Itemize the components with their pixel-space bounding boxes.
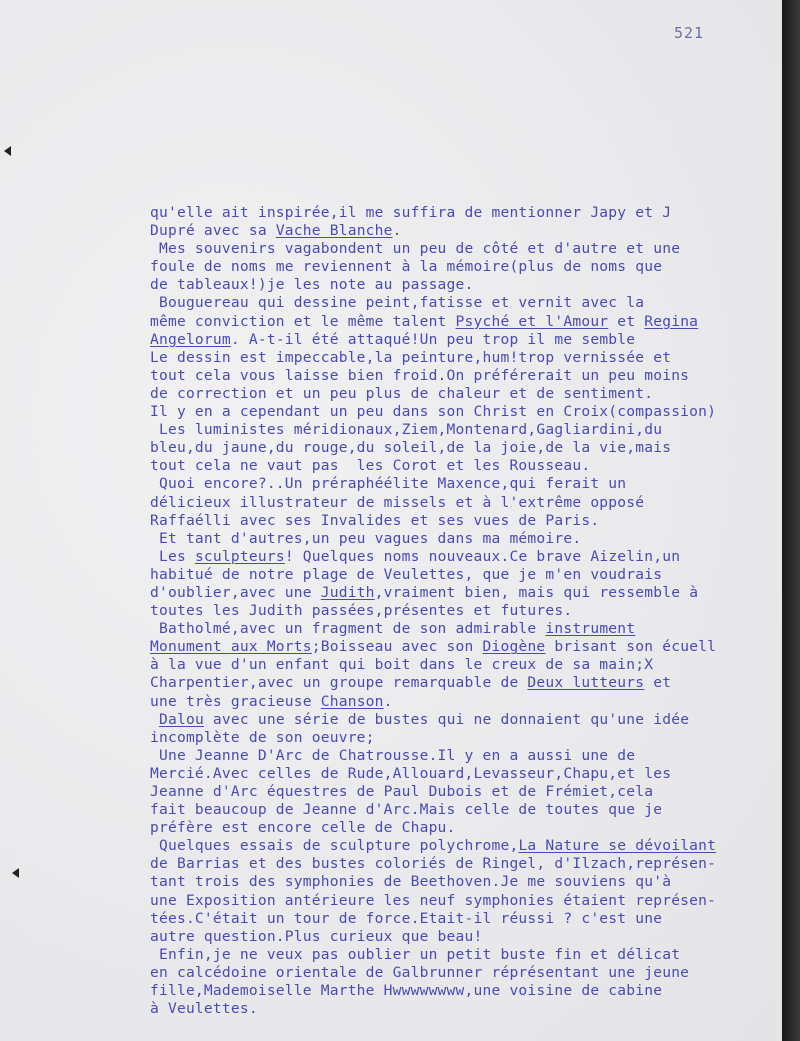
text-line bbox=[150, 729, 782, 747]
text-run: fille,Mademoiselle Marthe Hwwwwwwww,une voisine de cabine bbox=[150, 982, 663, 1000]
text-run: de correction et un peu plus de chaleur et de sentiment. bbox=[150, 384, 654, 402]
text-run: une très gracieuse bbox=[150, 692, 321, 710]
text-run bbox=[150, 711, 159, 728]
text-run: Il y en a cependant un peu dans son Christ en Croix(compassion) bbox=[150, 403, 717, 421]
text-run: . A-t-il été attaqué!Un peu trop il me semble bbox=[230, 330, 636, 348]
text-run: ;Boisseau avec son bbox=[311, 638, 483, 656]
text-line bbox=[150, 855, 782, 873]
text-line bbox=[150, 801, 782, 819]
page-edge bbox=[782, 0, 800, 1041]
text-run: Une Jeanne D'Arc de Chatrousse.Il y en a aussi une de bbox=[150, 746, 636, 764]
text-line bbox=[150, 258, 782, 276]
page-number: 521 bbox=[674, 24, 705, 42]
text-line bbox=[150, 584, 782, 602]
text-line bbox=[150, 982, 782, 1000]
text-run: Batholmé,avec un fragment de son admirable bbox=[150, 620, 546, 638]
text-line bbox=[150, 240, 782, 258]
text-line bbox=[150, 674, 782, 692]
text-line bbox=[150, 747, 782, 765]
text-run: une Exposition antérieure les neuf symphonies étaient représen- bbox=[150, 891, 717, 909]
underlined-title: Regina bbox=[644, 312, 699, 330]
text-run: Dupré avec sa bbox=[150, 222, 276, 240]
text-line bbox=[150, 494, 782, 512]
text-line bbox=[150, 765, 782, 783]
text-line bbox=[150, 783, 782, 801]
text-line bbox=[150, 964, 782, 982]
body-text bbox=[150, 204, 782, 1018]
text-line bbox=[150, 910, 782, 928]
text-run: d'oublier,avec une bbox=[150, 583, 321, 601]
text-run: Les luministes méridionaux,Ziem,Montenard,Gagliardini,du bbox=[150, 421, 663, 439]
text-run: fait beaucoup de Jeanne d'Arc.Mais celle de toutes que je bbox=[150, 801, 663, 819]
text-run: ! Quelques noms nouveaux.Ce brave Aizelin,un bbox=[284, 547, 681, 565]
underlined-title: Dalou bbox=[159, 710, 204, 728]
text-line bbox=[150, 1000, 782, 1018]
text-run: Charpentier,avec un groupe remarquable de bbox=[150, 674, 528, 692]
text-run: de Barrias et des bustes coloriés de Ringel, d'Ilzach,représen- bbox=[150, 855, 717, 873]
underlined-title: Psyché et l'Amour bbox=[455, 312, 609, 330]
underlined-title: instrument bbox=[545, 620, 636, 638]
text-line bbox=[150, 349, 782, 367]
text-run: à Veulettes. bbox=[150, 1000, 258, 1018]
text-run: préfère est encore celle de Chapu. bbox=[150, 819, 456, 837]
text-run: Quoi encore?..Un préraphéélite Maxence,qui ferait un bbox=[150, 475, 627, 493]
text-line bbox=[150, 638, 782, 656]
text-run: autre question.Plus curieux que beau! bbox=[150, 927, 483, 945]
text-run: ,vraiment bien, mais qui ressemble à bbox=[374, 583, 699, 601]
text-run: bleu,du jaune,du rouge,du soleil,de la joie,de la vie,mais bbox=[150, 439, 672, 457]
text-run: Mercié.Avec celles de Rude,Allouard,Levasseur,Chapu,et les bbox=[150, 764, 672, 782]
text-line bbox=[150, 711, 782, 729]
text-line bbox=[150, 548, 782, 566]
text-run: Jeanne d'Arc équestres de Paul Dubois et de Frémiet,cela bbox=[150, 783, 654, 800]
text-run: qu'elle ait inspirée,il me suffira de mentionner Japy et J bbox=[150, 204, 672, 221]
text-run: en calcédoine orientale de Galbrunner réprésentant une jeune bbox=[150, 963, 690, 981]
punch-mark bbox=[12, 868, 19, 878]
text-run: . bbox=[392, 222, 402, 240]
underlined-title: Judith bbox=[320, 583, 375, 601]
text-run: délicieux illustrateur de missels et à l'extrême opposé bbox=[150, 493, 645, 511]
text-line bbox=[150, 439, 782, 457]
underlined-title: Monument aux Morts bbox=[150, 638, 312, 656]
text-run: tées.C'était un tour de force.Etait-il réussi ? c'est une bbox=[150, 909, 663, 927]
text-run: Mes souvenirs vagabondent un peu de côté et d'autre et une bbox=[150, 240, 681, 258]
text-line bbox=[150, 566, 782, 584]
text-line bbox=[150, 620, 782, 638]
text-run: habitué de notre plage de Veulettes, que je m'en voudrais bbox=[150, 565, 663, 583]
text-run: et bbox=[644, 674, 672, 692]
text-run: même conviction et le même talent bbox=[150, 312, 456, 330]
underlined-title: Deux lutteurs bbox=[527, 674, 645, 692]
text-line bbox=[150, 385, 782, 403]
text-run: à la vue d'un enfant qui boit dans le creux de sa main;X bbox=[150, 656, 654, 674]
text-run: de tableaux!)je les note au passage. bbox=[150, 276, 474, 294]
text-line bbox=[150, 475, 782, 493]
text-line bbox=[150, 457, 782, 475]
text-run: incomplète de son oeuvre; bbox=[150, 728, 375, 746]
text-run: toutes les Judith passées,présentes et futures. bbox=[150, 602, 573, 620]
text-line bbox=[150, 313, 782, 331]
text-run: tout cela vous laisse bien froid.On préférerait un peu moins bbox=[150, 366, 690, 384]
text-line bbox=[150, 530, 782, 548]
text-line bbox=[150, 367, 782, 385]
text-line bbox=[150, 276, 782, 294]
text-line bbox=[150, 331, 782, 349]
text-run: Le dessin est impeccable,la peinture,hum!trop vernissée et bbox=[150, 348, 672, 366]
text-line bbox=[150, 403, 782, 421]
text-run: Quelques essais de sculpture polychrome, bbox=[150, 837, 519, 855]
punch-mark bbox=[4, 146, 11, 156]
text-run: Et tant d'autres,un peu vagues dans ma mémoire. bbox=[150, 529, 582, 547]
text-line bbox=[150, 892, 782, 910]
text-run: tout cela ne vaut pas les Corot et les Rousseau. bbox=[150, 457, 591, 475]
text-run: Raffaélli avec ses Invalides et ses vues de Paris. bbox=[150, 511, 600, 529]
text-run: Enfin,je ne veux pas oublier un petit buste fin et délicat bbox=[150, 945, 681, 963]
text-line bbox=[150, 512, 782, 530]
text-line bbox=[150, 204, 782, 222]
text-run: avec une série de bustes qui ne donnaient qu'une idée bbox=[203, 710, 690, 728]
text-line bbox=[150, 602, 782, 620]
text-run: Les bbox=[150, 547, 195, 565]
text-line bbox=[150, 222, 782, 240]
text-line bbox=[150, 656, 782, 674]
text-run: brisant son écuell bbox=[545, 638, 717, 656]
text-line bbox=[150, 693, 782, 711]
text-line bbox=[150, 837, 782, 855]
text-line bbox=[150, 928, 782, 946]
text-line bbox=[150, 819, 782, 837]
text-run: Bouguereau qui dessine peint,fatisse et vernit avec la bbox=[150, 294, 645, 312]
text-line bbox=[150, 873, 782, 891]
text-line bbox=[150, 421, 782, 439]
underlined-title: Angelorum bbox=[150, 330, 231, 348]
underlined-title: Chanson bbox=[320, 692, 384, 710]
text-run: . bbox=[383, 692, 393, 710]
underlined-title: Diogène bbox=[482, 638, 546, 656]
text-run: tant trois des symphonies de Beethoven.Je me souviens qu'à bbox=[150, 873, 672, 891]
text-line bbox=[150, 294, 782, 312]
underlined-title: Vache Blanche bbox=[275, 222, 393, 240]
underlined-title: La Nature se dévoilant bbox=[518, 837, 717, 855]
text-run: foule de noms me reviennent à la mémoire(plus de noms que bbox=[150, 258, 663, 276]
text-line bbox=[150, 946, 782, 964]
text-run: et bbox=[608, 312, 645, 330]
underlined-title: sculpteurs bbox=[194, 547, 285, 565]
